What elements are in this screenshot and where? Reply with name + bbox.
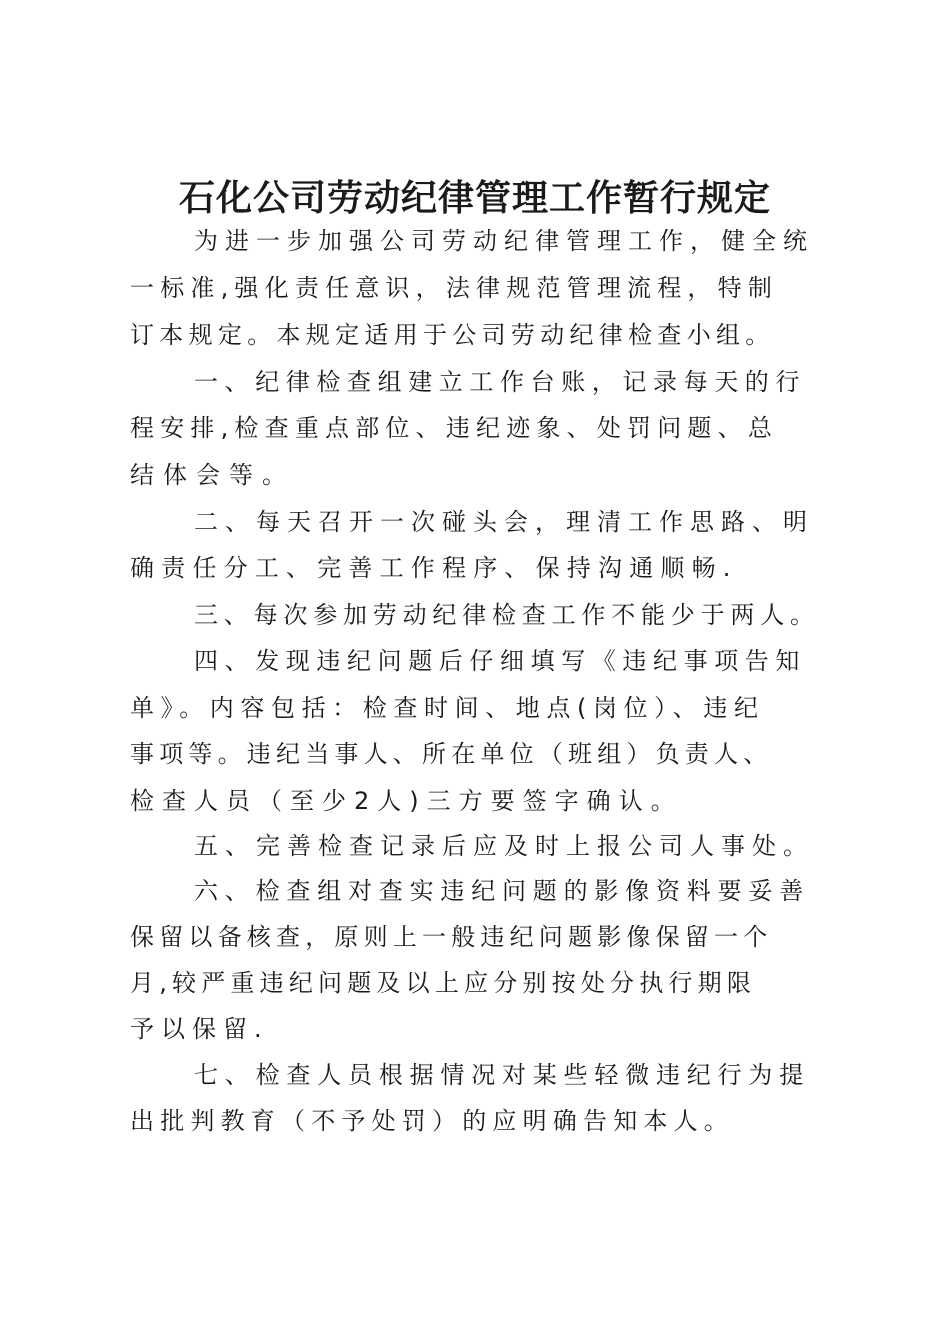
paragraph-line: 单》。内容包括：检查时间、地点(岗位）、违纪 bbox=[130, 694, 765, 722]
paragraph-line: 六、检查组对查实违纪问题的影像资料要妥善 bbox=[194, 877, 810, 905]
paragraph-line: 结体会等。 bbox=[130, 461, 295, 489]
paragraph-line: 程安排,检查重点部位、违纪迹象、处罚问题、总 bbox=[130, 414, 779, 442]
paragraph-line: 予以保留. bbox=[130, 1015, 269, 1043]
paragraph-line: 一、纪律检查组建立工作台账，记录每天的行 bbox=[194, 368, 806, 396]
paragraph-line: 五、完善检查记录后应及时上报公司人事处。 bbox=[194, 832, 814, 860]
paragraph-line: 二、每天召开一次碰头会，理清工作思路、明 bbox=[194, 508, 814, 536]
document-title: 石化公司劳动纪律管理工作暂行规定 bbox=[178, 177, 771, 219]
paragraph-line: 四、发现违纪问题后仔细填写《违纪事项告知 bbox=[194, 647, 806, 675]
paragraph-line: 确责任分工、完善工作程序、保持沟通顺畅. bbox=[130, 554, 738, 582]
paragraph-line: 七、检查人员根据情况对某些轻微违纪行为提 bbox=[194, 1061, 810, 1089]
paragraph-line: 一标准,强化责任意识，法律规范管理流程，特制 bbox=[130, 274, 779, 302]
paragraph-line: 三、每次参加劳动纪律检查工作不能少于两人。 bbox=[194, 601, 820, 629]
paragraph-line: 订本规定。本规定适用于公司劳动纪律检查小组。 bbox=[130, 321, 775, 349]
paragraph-line: 月,较严重违纪问题及以上应分别按处分执行期限 bbox=[130, 969, 757, 997]
paragraph-line: 为进一步加强公司劳动纪律管理工作，健全统 bbox=[194, 227, 814, 255]
paragraph-line: 事项等。违纪当事人、所在单位（班组）负责人、 bbox=[130, 740, 773, 768]
paragraph-line: 出批判教育（不予处罚）的应明确告知本人。 bbox=[130, 1107, 734, 1135]
paragraph-line: 保留以备核查，原则上一般违纪问题影像保留一个 bbox=[130, 923, 773, 951]
paragraph-line: 检查人员（至少2人)三方要签字确认。 bbox=[130, 787, 683, 815]
